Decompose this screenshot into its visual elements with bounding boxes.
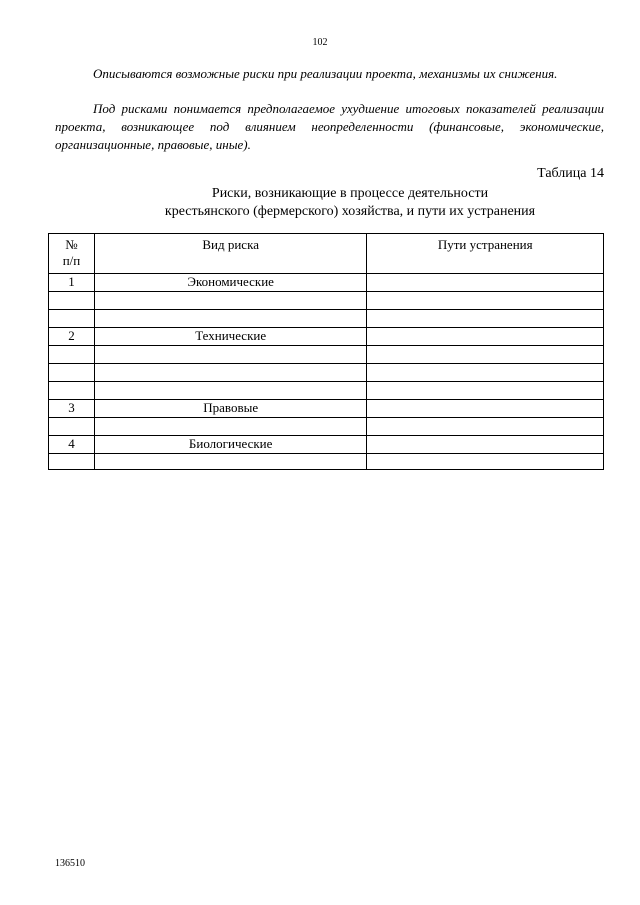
table-row xyxy=(49,292,604,310)
row-number: 3 xyxy=(49,400,95,418)
table-row xyxy=(49,382,604,400)
risk-kind xyxy=(94,346,367,364)
intro-paragraph: Описываются возможные риски при реализации проекта, механизмы их снижения. xyxy=(93,66,558,81)
table-title-line-1: Риски, возникающие в процессе деятельности xyxy=(211,186,489,201)
header-number-line-1: № xyxy=(65,237,78,252)
header-mitigation: Пути устранения xyxy=(367,234,604,274)
mitigation-cell xyxy=(367,346,604,364)
mitigation-cell xyxy=(367,292,604,310)
risk-kind xyxy=(94,364,367,382)
risk-kind: Экономические xyxy=(94,274,367,292)
table-row xyxy=(49,454,604,470)
table-row xyxy=(49,310,604,328)
row-number xyxy=(49,310,95,328)
risk-kind xyxy=(94,382,367,400)
risk-kind xyxy=(94,310,367,328)
mitigation-cell xyxy=(367,310,604,328)
risk-kind: Правовые xyxy=(94,400,367,418)
table-title-line-2: крестьянского (фермерского) хозяйства, и пути их устранения xyxy=(164,204,536,219)
mitigation-cell xyxy=(367,454,604,470)
table-row xyxy=(49,328,604,346)
mitigation-cell xyxy=(367,274,604,292)
definition-paragraph: Под рисками понимается предполагаемое ухудшение итоговых показателей реализации проекта, возникающее под влиянием неопределенности (финансовые, экономические, организационные, правовые, иные). xyxy=(55,101,604,152)
table-row xyxy=(49,436,604,454)
row-number xyxy=(49,292,95,310)
mitigation-cell xyxy=(367,382,604,400)
page-number: 102 xyxy=(312,37,328,48)
risk-kind xyxy=(94,454,367,470)
table-row xyxy=(49,364,604,382)
header-number xyxy=(49,234,95,274)
risk-table xyxy=(48,233,604,470)
table-row xyxy=(49,418,604,436)
table-row xyxy=(49,274,604,292)
row-number: 4 xyxy=(49,436,95,454)
risk-kind: Технические xyxy=(94,328,367,346)
header-number-line-2: п/п xyxy=(62,253,81,268)
row-number xyxy=(49,346,95,364)
table-title xyxy=(0,185,640,221)
table-header-row xyxy=(49,234,604,274)
row-number xyxy=(49,364,95,382)
table-label: Таблица 14 xyxy=(537,166,604,181)
table-row xyxy=(49,346,604,364)
risk-kind xyxy=(94,292,367,310)
mitigation-cell xyxy=(367,400,604,418)
risk-kind: Биологические xyxy=(94,436,367,454)
mitigation-cell xyxy=(367,364,604,382)
mitigation-cell xyxy=(367,418,604,436)
row-number: 2 xyxy=(49,328,95,346)
header-risk-kind: Вид риска xyxy=(94,234,367,274)
row-number xyxy=(49,382,95,400)
row-number xyxy=(49,454,95,470)
row-number: 1 xyxy=(49,274,95,292)
risk-kind xyxy=(94,418,367,436)
mitigation-cell xyxy=(367,328,604,346)
row-number xyxy=(49,418,95,436)
table-row xyxy=(49,400,604,418)
footer-code: 136510 xyxy=(55,858,85,869)
mitigation-cell xyxy=(367,436,604,454)
